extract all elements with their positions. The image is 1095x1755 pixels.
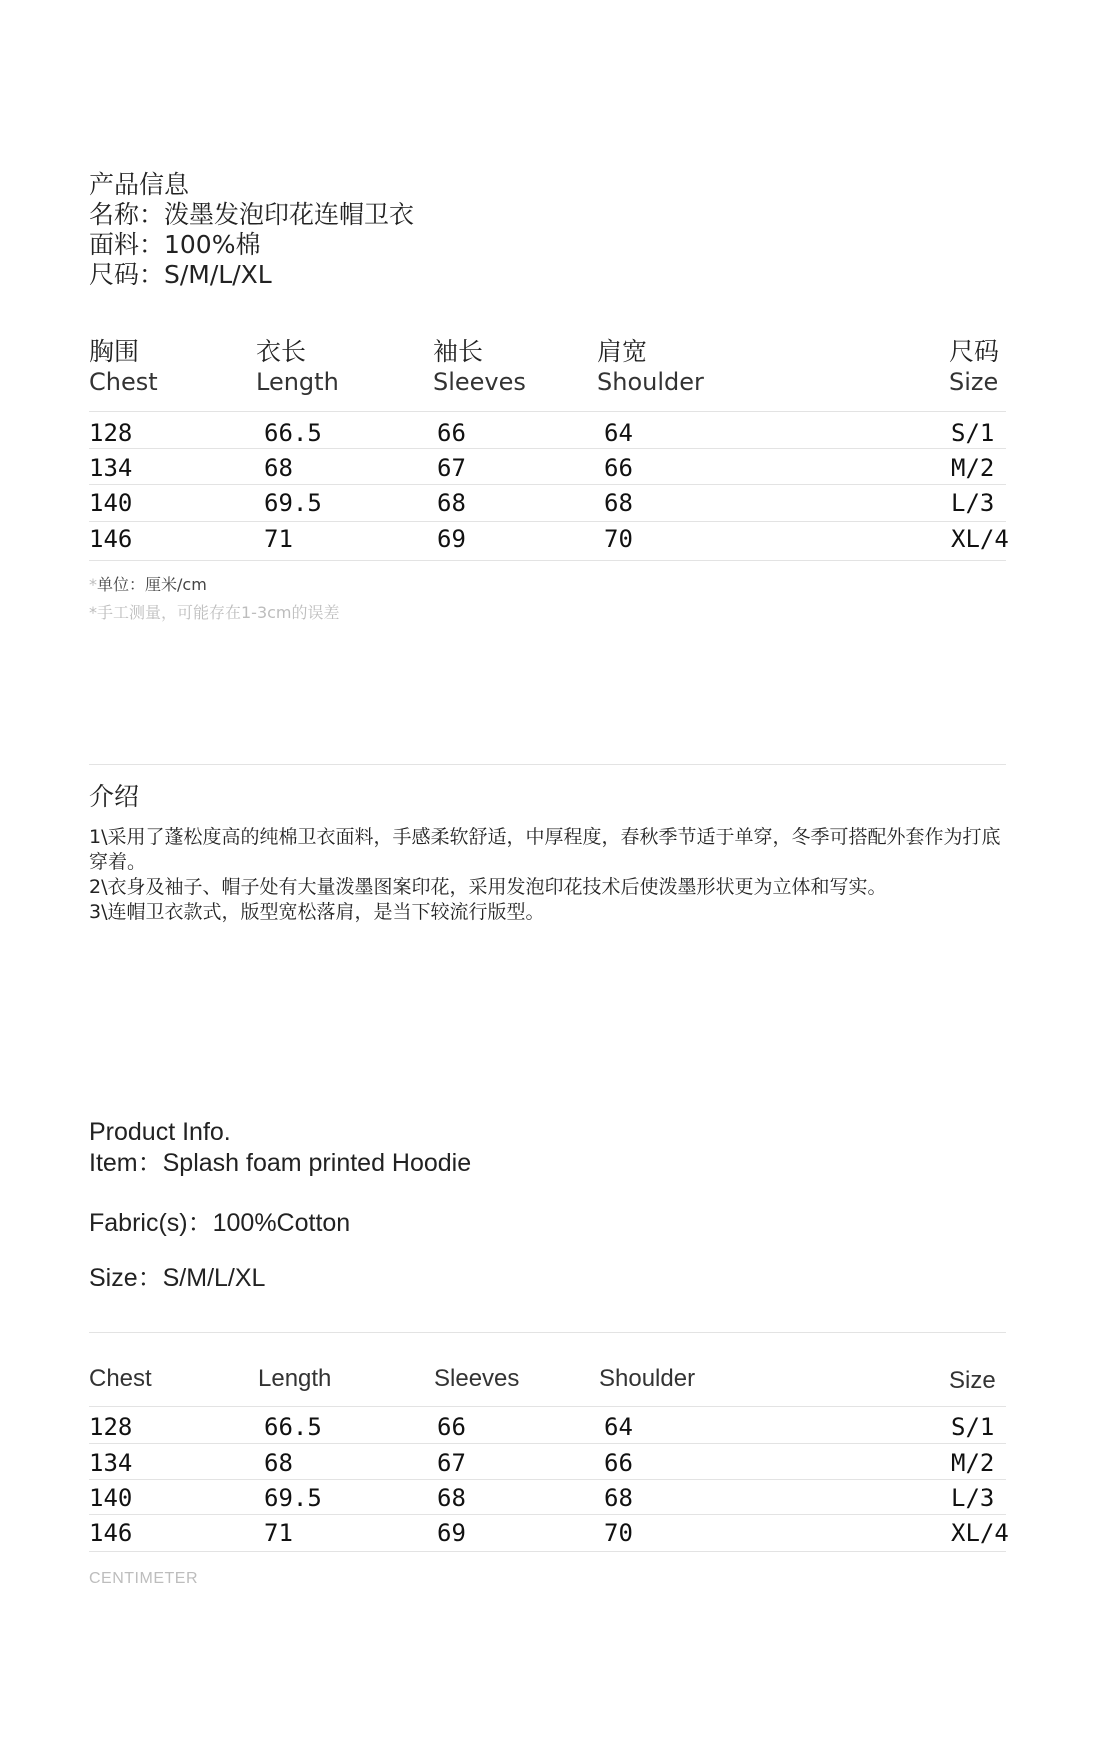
header-en-label: Length [256, 368, 339, 396]
table-divider [89, 448, 1006, 449]
cell-chest: 128 [89, 1413, 133, 1441]
table-divider [89, 1479, 1006, 1480]
cell-size: S/1 [951, 1413, 995, 1441]
en-info-fabric: Fabric(s)：100%Cotton [89, 1209, 351, 1237]
en-header-length: Length [258, 1365, 332, 1392]
en-header-shoulder: Shoulder [599, 1365, 696, 1392]
cn-header-length [256, 337, 339, 397]
header-cn-label: 衣长 [256, 337, 307, 366]
en-info-size: Size：S/M/L/XL [89, 1264, 266, 1292]
table-row [0, 1412, 1095, 1442]
cn-header-shoulder [597, 337, 704, 397]
header-en-label: Sleeves [433, 368, 526, 396]
cell-sleeves: 69 [437, 1519, 466, 1547]
cell-sleeves: 67 [437, 1449, 466, 1477]
table-divider [89, 1551, 1006, 1552]
table-row [0, 1518, 1095, 1548]
table-divider [89, 1514, 1006, 1515]
table-row [0, 1483, 1095, 1513]
header-cn-label: 袖长 [433, 337, 484, 366]
header-en-label: Size [949, 368, 999, 396]
cell-length: 69.5 [264, 489, 322, 517]
unit-label: CENTIMETER [89, 1570, 198, 1587]
cell-shoulder: 64 [604, 1413, 633, 1441]
cell-length: 66.5 [264, 1413, 322, 1441]
cn-info-name: 名称：泼墨发泡印花连帽卫衣 [89, 200, 415, 229]
cell-shoulder: 68 [604, 1484, 633, 1512]
cell-size: XL/4 [951, 525, 1009, 553]
header-en-label: Chest [89, 368, 158, 396]
section-divider [89, 764, 1006, 765]
cell-shoulder: 64 [604, 419, 633, 447]
table-row [0, 418, 1095, 448]
cn-info-size: 尺码：S/M/L/XL [89, 260, 272, 289]
cell-chest: 134 [89, 1449, 133, 1477]
cell-chest: 134 [89, 454, 133, 482]
en-info-title: Product Info. [89, 1118, 231, 1146]
intro-title: 介绍 [89, 782, 140, 811]
intro-paragraph-1: 1\采用了蓬松度高的纯棉卫衣面料，手感柔软舒适，中厚程度，春秋季节适于单穿，冬季可搭配外套作为打底穿着。 [89, 826, 1001, 873]
section-divider [89, 1332, 1006, 1333]
cell-sleeves: 68 [437, 489, 466, 517]
cell-sleeves: 67 [437, 454, 466, 482]
cell-shoulder: 70 [604, 1519, 633, 1547]
cn-info-fabric: 面料：100%棉 [89, 230, 261, 259]
cell-length: 66.5 [264, 419, 322, 447]
unit-note [89, 572, 207, 595]
table-divider [89, 521, 1006, 522]
cell-sleeves: 66 [437, 419, 466, 447]
cell-shoulder: 66 [604, 1449, 633, 1477]
table-divider [89, 1406, 1006, 1407]
cn-header-size [949, 337, 999, 397]
cell-size: M/2 [951, 454, 995, 482]
table-row [0, 453, 1095, 483]
cell-chest: 146 [89, 1519, 133, 1547]
intro-paragraph-2: 2\衣身及袖子、帽子处有大量泼墨图案印花，采用发泡印花技术后使泼墨形状更为立体和写实。 [89, 876, 887, 898]
cn-header-chest [89, 337, 158, 397]
table-row [0, 1448, 1095, 1478]
header-cn-label: 胸围 [89, 337, 140, 366]
cell-size: M/2 [951, 1449, 995, 1477]
cell-size: XL/4 [951, 1519, 1009, 1547]
table-divider [89, 1443, 1006, 1444]
header-cn-label: 肩宽 [597, 337, 648, 366]
table-row [0, 488, 1095, 518]
en-header-size: Size [949, 1367, 996, 1394]
cell-length: 68 [264, 454, 293, 482]
cell-chest: 140 [89, 489, 133, 517]
cell-size: L/3 [951, 1484, 995, 1512]
cell-chest: 140 [89, 1484, 133, 1512]
cell-length: 71 [264, 1519, 293, 1547]
cell-shoulder: 70 [604, 525, 633, 553]
cell-chest: 128 [89, 419, 133, 447]
cell-sleeves: 68 [437, 1484, 466, 1512]
cell-shoulder: 68 [604, 489, 633, 517]
cell-size: L/3 [951, 489, 995, 517]
unit-note-text: 单位：厘米/cm [97, 575, 207, 594]
cell-sleeves: 66 [437, 1413, 466, 1441]
table-divider [89, 484, 1006, 485]
cell-shoulder: 66 [604, 454, 633, 482]
header-cn-label: 尺码 [949, 337, 1000, 366]
cell-length: 68 [264, 1449, 293, 1477]
cell-length: 69.5 [264, 1484, 322, 1512]
cn-header-sleeves [433, 337, 526, 397]
table-divider [89, 411, 1006, 412]
table-row [0, 524, 1095, 554]
cell-sleeves: 69 [437, 525, 466, 553]
cell-chest: 146 [89, 525, 133, 553]
header-en-label: Shoulder [597, 368, 704, 396]
table-divider [89, 560, 1006, 561]
cell-length: 71 [264, 525, 293, 553]
measurement-note: *手工测量，可能存在1-3cm的误差 [89, 603, 340, 622]
note-star: * [89, 575, 97, 594]
en-info-item: Item：Splash foam printed Hoodie [89, 1149, 472, 1177]
en-header-chest: Chest [89, 1365, 152, 1392]
cell-size: S/1 [951, 419, 995, 447]
en-header-sleeves: Sleeves [434, 1365, 520, 1392]
cn-info-title: 产品信息 [89, 170, 190, 199]
intro-paragraph-3: 3\连帽卫衣款式，版型宽松落肩，是当下较流行版型。 [89, 901, 545, 923]
